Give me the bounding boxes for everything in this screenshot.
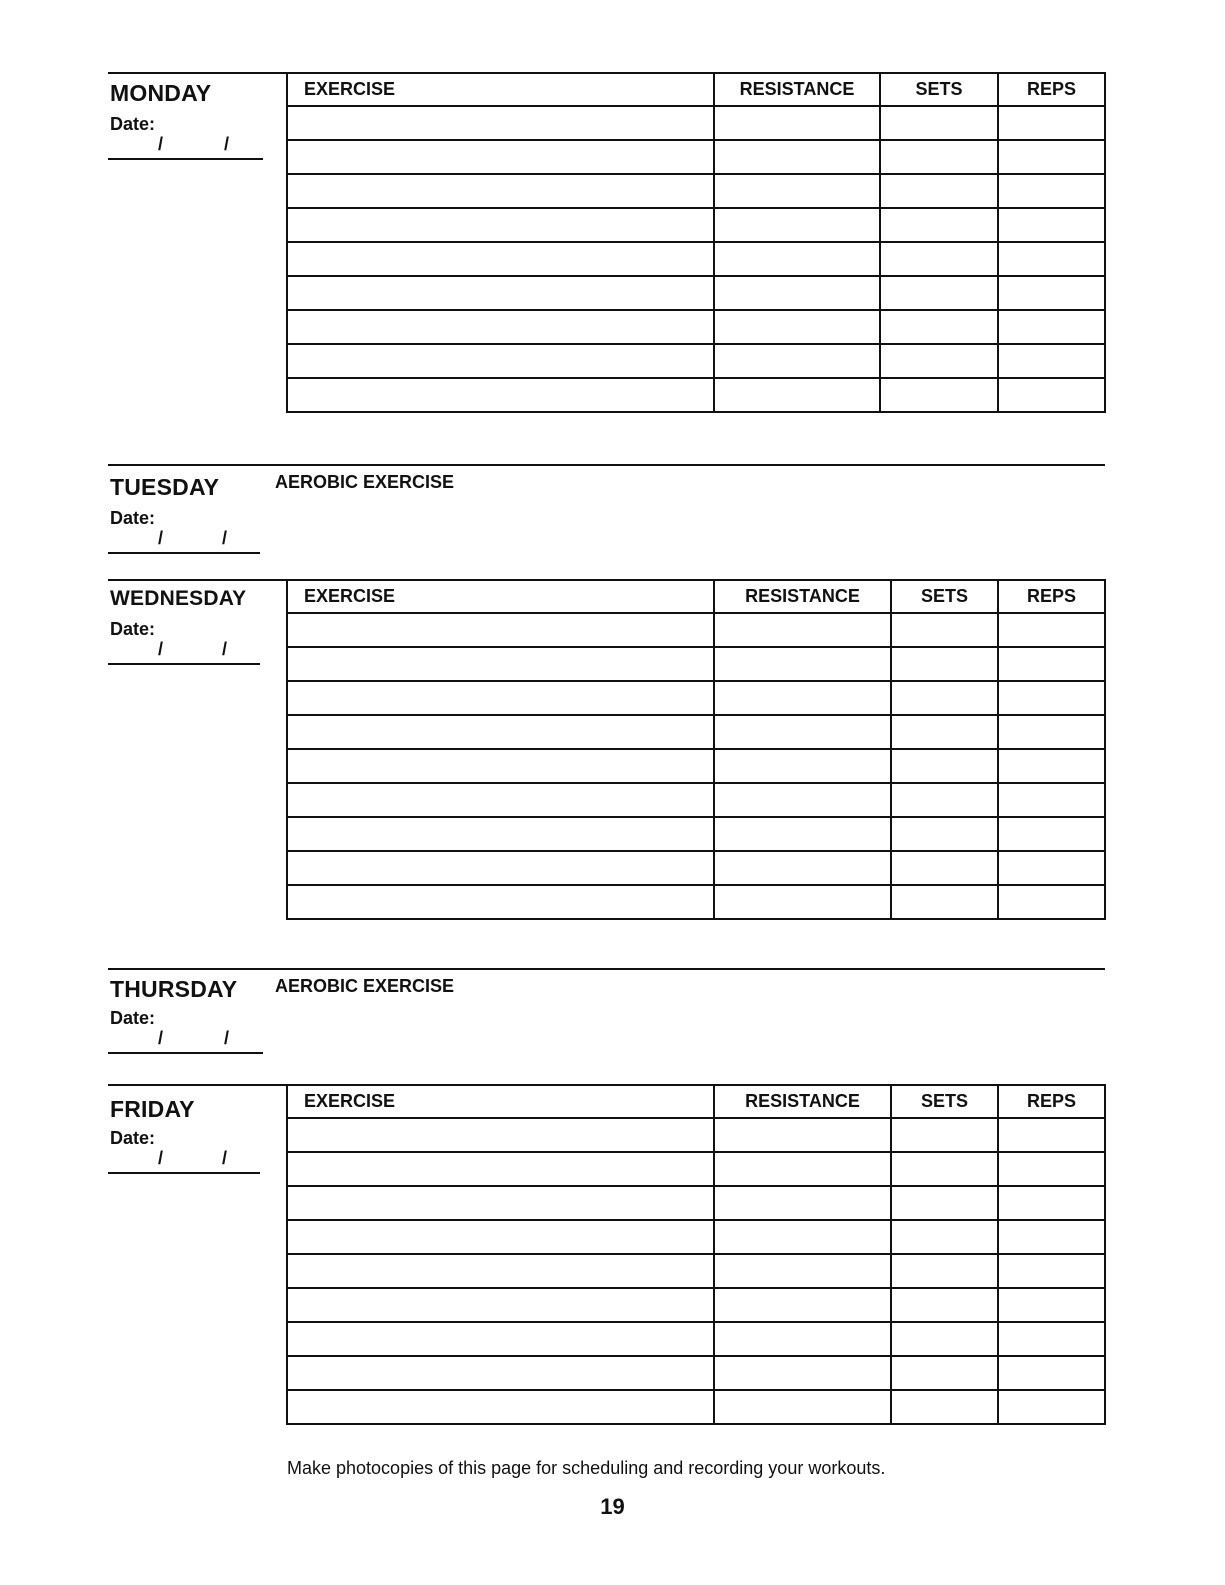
aerobic-exercise-label: AEROBIC EXERCISE [275, 976, 455, 996]
reps-cell[interactable] [998, 1152, 1105, 1186]
page-number: 19 [600, 1494, 625, 1519]
resistance-cell[interactable] [714, 378, 880, 412]
sets-cell[interactable] [891, 885, 998, 919]
table-row [287, 885, 1105, 919]
exercise-cell[interactable] [287, 174, 714, 208]
reps-cell[interactable] [998, 378, 1105, 412]
exercise-rows [287, 613, 1105, 919]
reps-cell[interactable] [998, 1186, 1105, 1220]
resistance-cell[interactable] [714, 174, 880, 208]
exercise-cell[interactable] [287, 749, 714, 783]
table-row [287, 681, 1105, 715]
table-row [287, 783, 1105, 817]
reps-cell[interactable] [998, 715, 1105, 749]
reps-cell[interactable] [998, 885, 1105, 919]
exercise-cell[interactable] [287, 276, 714, 310]
day-title: TUESDAY [110, 474, 220, 500]
date-slash: / [222, 1148, 228, 1168]
thursday-section [108, 968, 1105, 1068]
exercise-cell[interactable] [287, 851, 714, 885]
date-slash: / [158, 1148, 164, 1168]
resistance-cell[interactable] [714, 106, 880, 140]
exercise-cell[interactable] [287, 242, 714, 276]
friday-divider [108, 1084, 288, 1086]
sets-cell[interactable] [891, 1356, 998, 1390]
exercise-cell[interactable] [287, 140, 714, 174]
table-row [287, 817, 1105, 851]
sets-cell[interactable] [891, 681, 998, 715]
table-row [287, 647, 1105, 681]
tuesday-divider [108, 464, 1105, 466]
sets-header: SETS [891, 1085, 998, 1118]
wednesday-divider [108, 579, 288, 581]
monday-section [108, 72, 1105, 432]
resistance-header: RESISTANCE [714, 73, 880, 106]
sets-cell[interactable] [891, 1322, 998, 1356]
resistance-cell[interactable] [714, 613, 891, 647]
reps-cell[interactable] [998, 681, 1105, 715]
reps-cell[interactable] [998, 851, 1105, 885]
table-row [287, 715, 1105, 749]
friday-section [108, 1084, 1105, 1446]
exercise-cell[interactable] [287, 1288, 714, 1322]
resistance-cell[interactable] [714, 1118, 891, 1152]
resistance-cell[interactable] [714, 1288, 891, 1322]
resistance-header: RESISTANCE [714, 1085, 891, 1118]
exercise-cell[interactable] [287, 647, 714, 681]
resistance-cell[interactable] [714, 344, 880, 378]
table-row [287, 1220, 1105, 1254]
sets-cell[interactable] [880, 344, 998, 378]
sets-cell[interactable] [891, 1288, 998, 1322]
table-row [287, 208, 1105, 242]
resistance-cell[interactable] [714, 1220, 891, 1254]
date-label: Date: [110, 1008, 156, 1028]
resistance-cell[interactable] [714, 1322, 891, 1356]
exercise-cell[interactable] [287, 1322, 714, 1356]
table-row [287, 749, 1105, 783]
resistance-cell[interactable] [714, 749, 891, 783]
date-slash: / [158, 639, 164, 659]
sets-cell[interactable] [891, 715, 998, 749]
resistance-cell[interactable] [714, 310, 880, 344]
reps-header: REPS [998, 1085, 1105, 1118]
exercise-log-table [286, 1084, 1106, 1425]
reps-cell[interactable] [998, 817, 1105, 851]
exercise-header: EXERCISE [287, 1085, 714, 1118]
table-row [287, 106, 1105, 140]
resistance-cell[interactable] [714, 851, 891, 885]
exercise-header: EXERCISE [287, 580, 714, 613]
exercise-cell[interactable] [287, 885, 714, 919]
date-label: Date: [110, 1128, 156, 1148]
exercise-cell[interactable] [287, 1220, 714, 1254]
date-slash: / [224, 134, 230, 154]
date-slash: / [224, 1028, 230, 1048]
table-row [287, 851, 1105, 885]
thursday-divider [108, 968, 1105, 970]
resistance-cell[interactable] [714, 647, 891, 681]
sets-cell[interactable] [891, 647, 998, 681]
exercise-cell[interactable] [287, 681, 714, 715]
reps-cell[interactable] [998, 310, 1105, 344]
sets-cell[interactable] [880, 242, 998, 276]
table-row [287, 1356, 1105, 1390]
reps-cell[interactable] [998, 1254, 1105, 1288]
resistance-cell[interactable] [714, 715, 891, 749]
table-row [287, 1322, 1105, 1356]
table-row [287, 1254, 1105, 1288]
sets-cell[interactable] [891, 1186, 998, 1220]
date-slash: / [158, 528, 164, 548]
reps-cell[interactable] [998, 1322, 1105, 1356]
photocopy-note: Make photocopies of this page for scheduling and recording your workouts. [287, 1458, 886, 1478]
day-title: MONDAY [110, 80, 212, 106]
table-row [287, 242, 1105, 276]
sets-header: SETS [880, 73, 998, 106]
tuesday-section [108, 464, 1105, 564]
resistance-header: RESISTANCE [714, 580, 891, 613]
date-field[interactable] [108, 134, 263, 160]
reps-header: REPS [998, 580, 1105, 613]
table-row [287, 1118, 1105, 1152]
table-row [287, 310, 1105, 344]
exercise-rows [287, 106, 1105, 412]
exercise-header: EXERCISE [287, 73, 714, 106]
sets-cell[interactable] [891, 1152, 998, 1186]
exercise-cell[interactable] [287, 1356, 714, 1390]
resistance-cell[interactable] [714, 1152, 891, 1186]
exercise-log-table [286, 72, 1106, 413]
sets-cell[interactable] [880, 106, 998, 140]
sets-cell[interactable] [880, 276, 998, 310]
exercise-cell[interactable] [287, 208, 714, 242]
resistance-cell[interactable] [714, 885, 891, 919]
exercise-cell[interactable] [287, 1390, 714, 1424]
exercise-log-table [286, 579, 1106, 920]
sets-cell[interactable] [880, 310, 998, 344]
reps-cell[interactable] [998, 783, 1105, 817]
exercise-cell[interactable] [287, 344, 714, 378]
reps-cell[interactable] [998, 276, 1105, 310]
table-row [287, 344, 1105, 378]
date-field[interactable] [108, 1028, 263, 1054]
monday-divider [108, 72, 288, 74]
reps-cell[interactable] [998, 344, 1105, 378]
exercise-cell[interactable] [287, 106, 714, 140]
date-field[interactable] [108, 639, 260, 665]
reps-cell[interactable] [998, 1390, 1105, 1424]
date-field[interactable] [108, 1148, 260, 1174]
aerobic-exercise-label: AEROBIC EXERCISE [275, 472, 455, 492]
table-row [287, 1390, 1105, 1424]
sets-cell[interactable] [880, 140, 998, 174]
exercise-cell[interactable] [287, 310, 714, 344]
date-label: Date: [110, 508, 156, 528]
reps-header: REPS [998, 73, 1105, 106]
resistance-cell[interactable] [714, 276, 880, 310]
exercise-rows [287, 1118, 1105, 1424]
resistance-cell[interactable] [714, 1356, 891, 1390]
sets-cell[interactable] [891, 1390, 998, 1424]
exercise-cell[interactable] [287, 817, 714, 851]
reps-cell[interactable] [998, 613, 1105, 647]
resistance-cell[interactable] [714, 242, 880, 276]
reps-cell[interactable] [998, 140, 1105, 174]
reps-cell[interactable] [998, 1288, 1105, 1322]
sets-cell[interactable] [891, 783, 998, 817]
sets-cell[interactable] [891, 851, 998, 885]
sets-cell[interactable] [891, 1118, 998, 1152]
table-row [287, 613, 1105, 647]
exercise-cell[interactable] [287, 1118, 714, 1152]
sets-cell[interactable] [891, 1220, 998, 1254]
reps-cell[interactable] [998, 647, 1105, 681]
reps-cell[interactable] [998, 1356, 1105, 1390]
sets-header: SETS [891, 580, 998, 613]
exercise-cell[interactable] [287, 378, 714, 412]
reps-cell[interactable] [998, 1220, 1105, 1254]
date-slash: / [158, 134, 164, 154]
resistance-cell[interactable] [714, 1254, 891, 1288]
sets-cell[interactable] [891, 1254, 998, 1288]
reps-cell[interactable] [998, 208, 1105, 242]
day-title: WEDNESDAY [110, 587, 247, 610]
sets-cell[interactable] [891, 817, 998, 851]
sets-cell[interactable] [880, 174, 998, 208]
resistance-cell[interactable] [714, 1390, 891, 1424]
table-row [287, 276, 1105, 310]
reps-cell[interactable] [998, 749, 1105, 783]
date-label: Date: [110, 114, 156, 134]
day-title: FRIDAY [110, 1096, 195, 1122]
date-slash: / [158, 1028, 164, 1048]
resistance-cell[interactable] [714, 817, 891, 851]
resistance-cell[interactable] [714, 208, 880, 242]
table-row [287, 1288, 1105, 1322]
exercise-cell[interactable] [287, 1152, 714, 1186]
exercise-cell[interactable] [287, 613, 714, 647]
table-row [287, 140, 1105, 174]
day-title: THURSDAY [110, 976, 238, 1002]
resistance-cell[interactable] [714, 783, 891, 817]
reps-cell[interactable] [998, 1118, 1105, 1152]
exercise-cell[interactable] [287, 783, 714, 817]
resistance-cell[interactable] [714, 1186, 891, 1220]
resistance-cell[interactable] [714, 681, 891, 715]
date-slash: / [222, 639, 228, 659]
table-row [287, 378, 1105, 412]
date-field[interactable] [108, 528, 260, 554]
table-row [287, 174, 1105, 208]
sets-cell[interactable] [891, 749, 998, 783]
wednesday-section [108, 579, 1105, 939]
date-label: Date: [110, 619, 156, 639]
reps-cell[interactable] [998, 174, 1105, 208]
reps-cell[interactable] [998, 106, 1105, 140]
date-slash: / [222, 528, 228, 548]
sets-cell[interactable] [880, 208, 998, 242]
table-row [287, 1152, 1105, 1186]
exercise-cell[interactable] [287, 1254, 714, 1288]
sets-cell[interactable] [891, 613, 998, 647]
table-row [287, 1186, 1105, 1220]
sets-cell[interactable] [880, 378, 998, 412]
exercise-cell[interactable] [287, 1186, 714, 1220]
reps-cell[interactable] [998, 242, 1105, 276]
exercise-cell[interactable] [287, 715, 714, 749]
resistance-cell[interactable] [714, 140, 880, 174]
